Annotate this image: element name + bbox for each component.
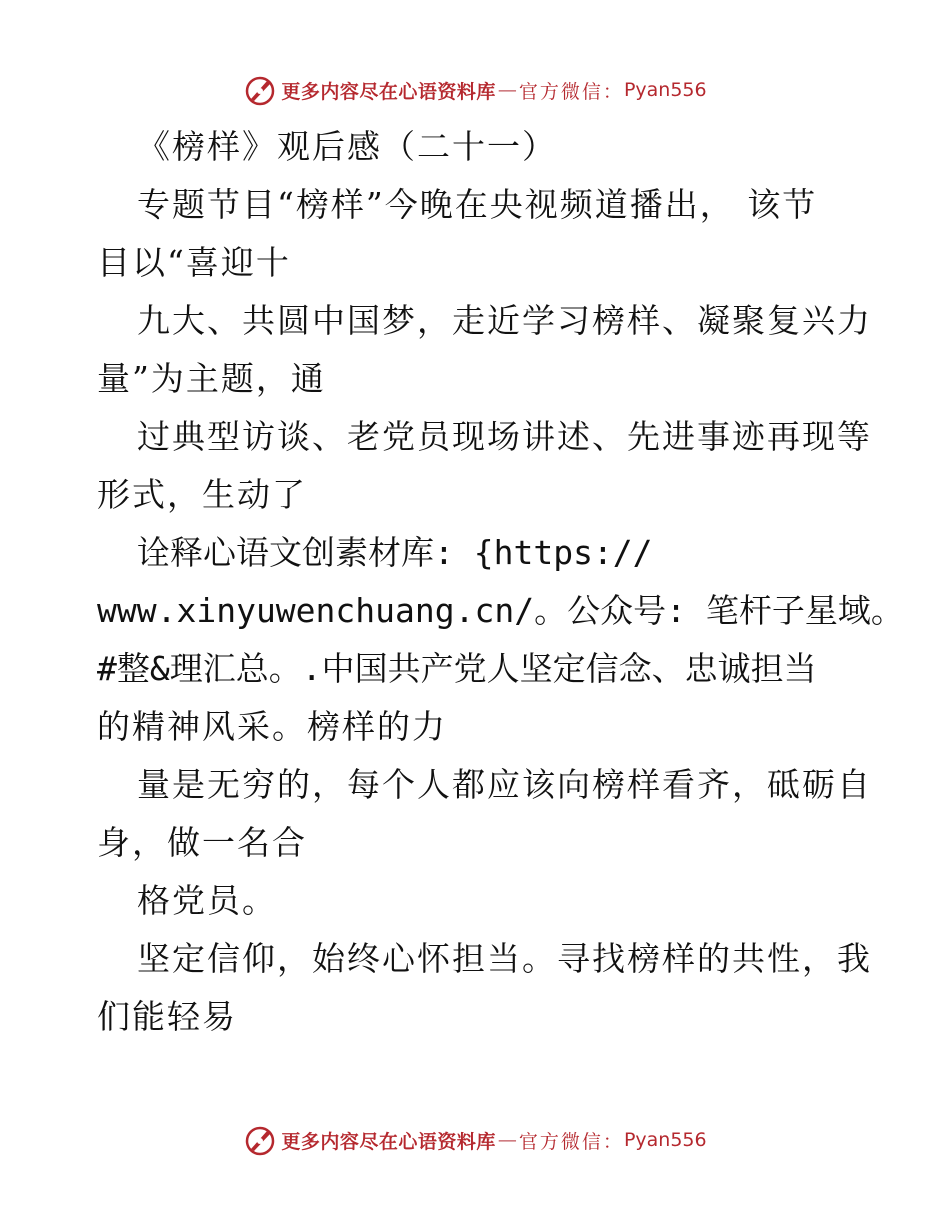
banner-dash: — [497,79,517,101]
paragraph-line: www.xinyuwenchuang.cn/。公众号: 笔杆子星域。 [97,591,904,630]
banner-wechat-label: 官方微信： [518,80,624,103]
paragraph-line: 们能轻易 [97,997,237,1036]
paragraph-line: 坚定信仰，始终心怀担当。寻找榜样的共性，我 [137,939,872,978]
quill-pen-circle-logo-icon [243,73,277,107]
banner-main-text: 更多内容尽在心语资料库 [281,1130,496,1153]
quill-pen-circle-logo-icon [243,1123,277,1157]
paragraph-line: 九大、共圆中国梦，走近学习榜样、凝聚复兴力 [137,301,872,340]
banner-dash: — [497,1129,517,1151]
banner-main-text: 更多内容尽在心语资料库 [281,80,496,103]
paragraph-line: 格党员。 [137,881,277,920]
paragraph-line: 量”为主题，通 [97,359,326,398]
paragraph-line: 诠释心语文创素材库: {https:// [137,533,653,572]
header-banner [0,70,950,110]
paragraph-line: 目以“喜迎十 [97,243,291,282]
paragraph-line: 的精神风采。榜样的力 [97,707,447,746]
paragraph-line: 专题节目“榜样”今晚在央视频道播出， 该节 [137,185,818,224]
paragraph-line: 身，做一名合 [97,823,307,862]
paragraph-line: 量是无穷的，每个人都应该向榜样看齐，砥砺自 [137,765,872,804]
document-body [97,118,904,1046]
banner-wechat-label: 官方微信： [518,1130,624,1153]
banner-wechat-id: Pyan556 [623,1129,707,1151]
paragraph-line: 过典型访谈、老党员现场讲述、先进事迹再现等 [137,417,872,456]
banner-wechat-id: Pyan556 [623,79,707,101]
footer-banner [0,1120,950,1160]
paragraph-line: 形式，生动了 [97,475,307,514]
paragraph-line: #整&理汇总。.中国共产党人坚定信念、忠诚担当 [97,649,817,688]
document-title: 《榜样》观后感（二十一） [137,127,557,166]
